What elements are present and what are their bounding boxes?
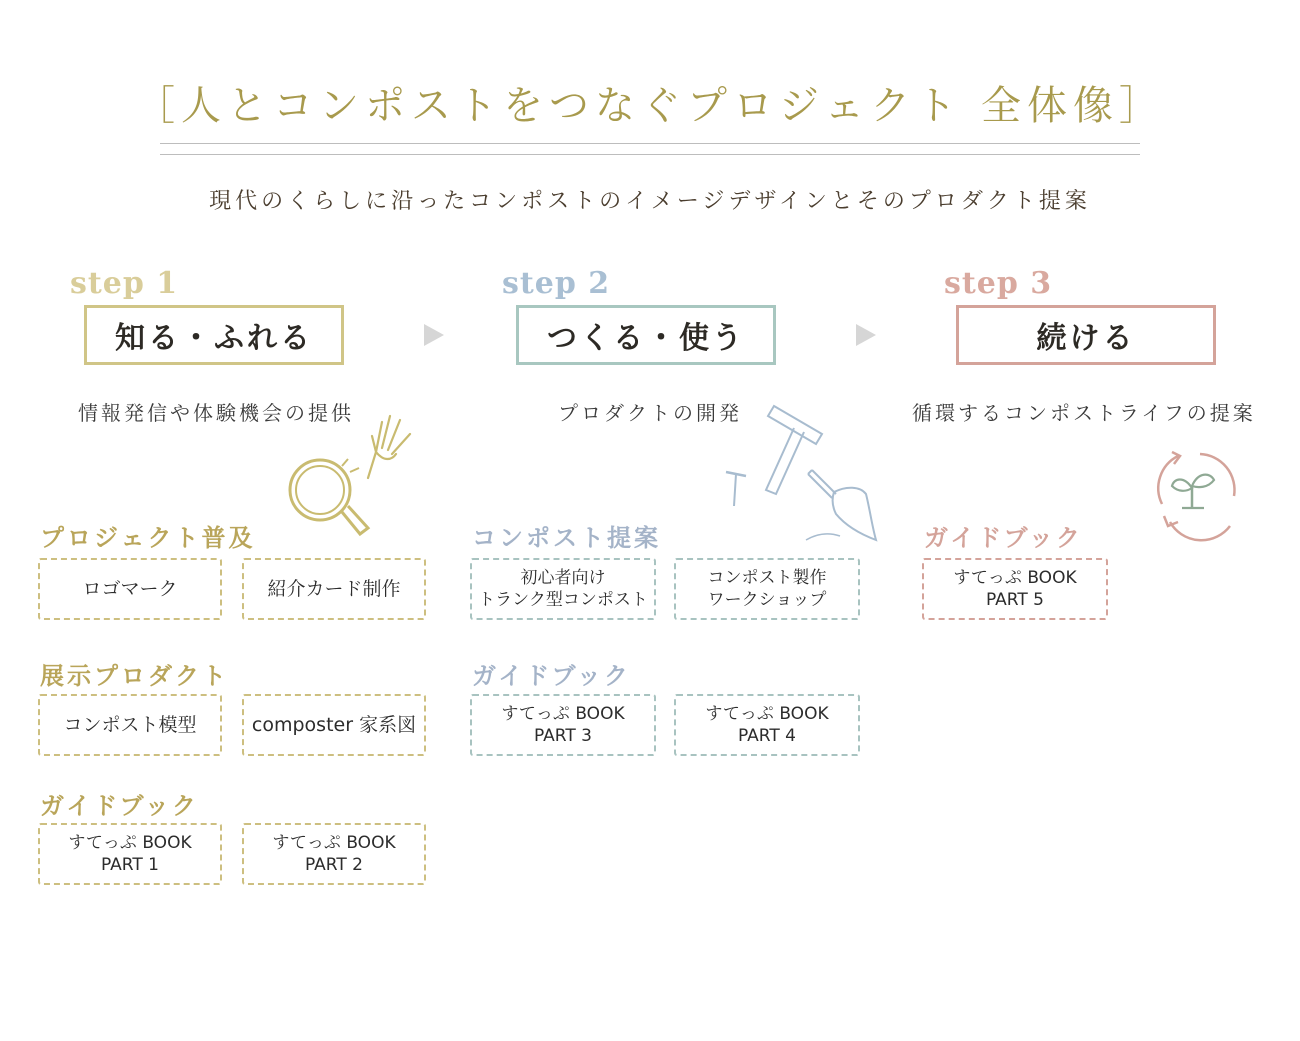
step-1-description: 情報発信や体験機会の提供 xyxy=(78,401,354,425)
step-2-label: step 2 xyxy=(502,266,611,301)
card-intro-card xyxy=(242,558,426,620)
card-text: すてっぷ BOOK xyxy=(68,832,192,853)
card-text: ワークショップ xyxy=(707,590,827,610)
hand-icon xyxy=(362,412,418,482)
card-text: PART 2 xyxy=(305,855,363,875)
step-3-section-heading: ガイドブック xyxy=(924,523,1083,552)
trowel-icon xyxy=(806,464,880,544)
step-3-box: 続ける xyxy=(956,305,1216,365)
card-compost-workshop xyxy=(674,558,860,620)
card-book-part1 xyxy=(38,823,222,885)
card-text: PART 5 xyxy=(986,590,1044,610)
card-composter-family-tree xyxy=(242,694,426,756)
card-text: コンポスト製作 xyxy=(707,567,827,588)
card-text: すてっぷ BOOK xyxy=(953,567,1077,588)
card-text: ロゴマーク xyxy=(82,577,178,600)
card-trunk-compost xyxy=(470,558,656,620)
card-text: トランク型コンポスト xyxy=(478,590,648,610)
step-2-box: つくる・使う xyxy=(516,305,776,365)
page-subtitle: 現代のくらしに沿ったコンポストのイメージデザインとそのプロダクト提案 xyxy=(209,189,1091,214)
title-divider-top xyxy=(160,143,1140,144)
step-3-label: step 3 xyxy=(944,266,1053,301)
card-text: 紹介カード制作 xyxy=(267,577,401,600)
arrow-step2-to-step3 xyxy=(856,324,876,346)
card-text: すてっぷ BOOK xyxy=(272,832,396,853)
step-1-section-heading: ガイドブック xyxy=(40,791,199,820)
step-1-section-heading: 展示プロダクト xyxy=(40,661,229,690)
card-book-part4 xyxy=(674,694,860,756)
card-text: すてっぷ BOOK xyxy=(705,703,829,724)
card-text: すてっぷ BOOK xyxy=(501,703,625,724)
step-2-section-heading: コンポスト提案 xyxy=(472,523,661,552)
sprout-cycle-icon xyxy=(1148,446,1240,532)
card-text: PART 3 xyxy=(534,726,592,746)
card-text: 初心者向け xyxy=(520,567,606,588)
card-text: コンポスト模型 xyxy=(63,713,197,736)
card-book-part5 xyxy=(922,558,1108,620)
step-1-label: step 1 xyxy=(70,266,179,301)
card-compost-model xyxy=(38,694,222,756)
step-2-description: プロダクトの開発 xyxy=(558,401,742,425)
title-divider-bottom xyxy=(160,154,1140,155)
card-book-part3 xyxy=(470,694,656,756)
step-1-box: 知る・ふれる xyxy=(84,305,344,365)
nail-icon xyxy=(722,466,752,510)
card-text: composter 家系図 xyxy=(251,713,417,736)
step-2-section-heading: ガイドブック xyxy=(472,661,631,690)
card-text: PART 4 xyxy=(738,726,796,746)
card-book-part2 xyxy=(242,823,426,885)
page-title: ［人とコンポストをつなぐプロジェクト 全体像］ xyxy=(135,83,1165,129)
card-logo-mark xyxy=(38,558,222,620)
step-1-section-heading: プロジェクト普及 xyxy=(40,523,256,552)
card-text: PART 1 xyxy=(101,855,159,875)
arrow-step1-to-step2 xyxy=(424,324,444,346)
step-3-description: 循環するコンポストライフの提案 xyxy=(912,401,1256,425)
